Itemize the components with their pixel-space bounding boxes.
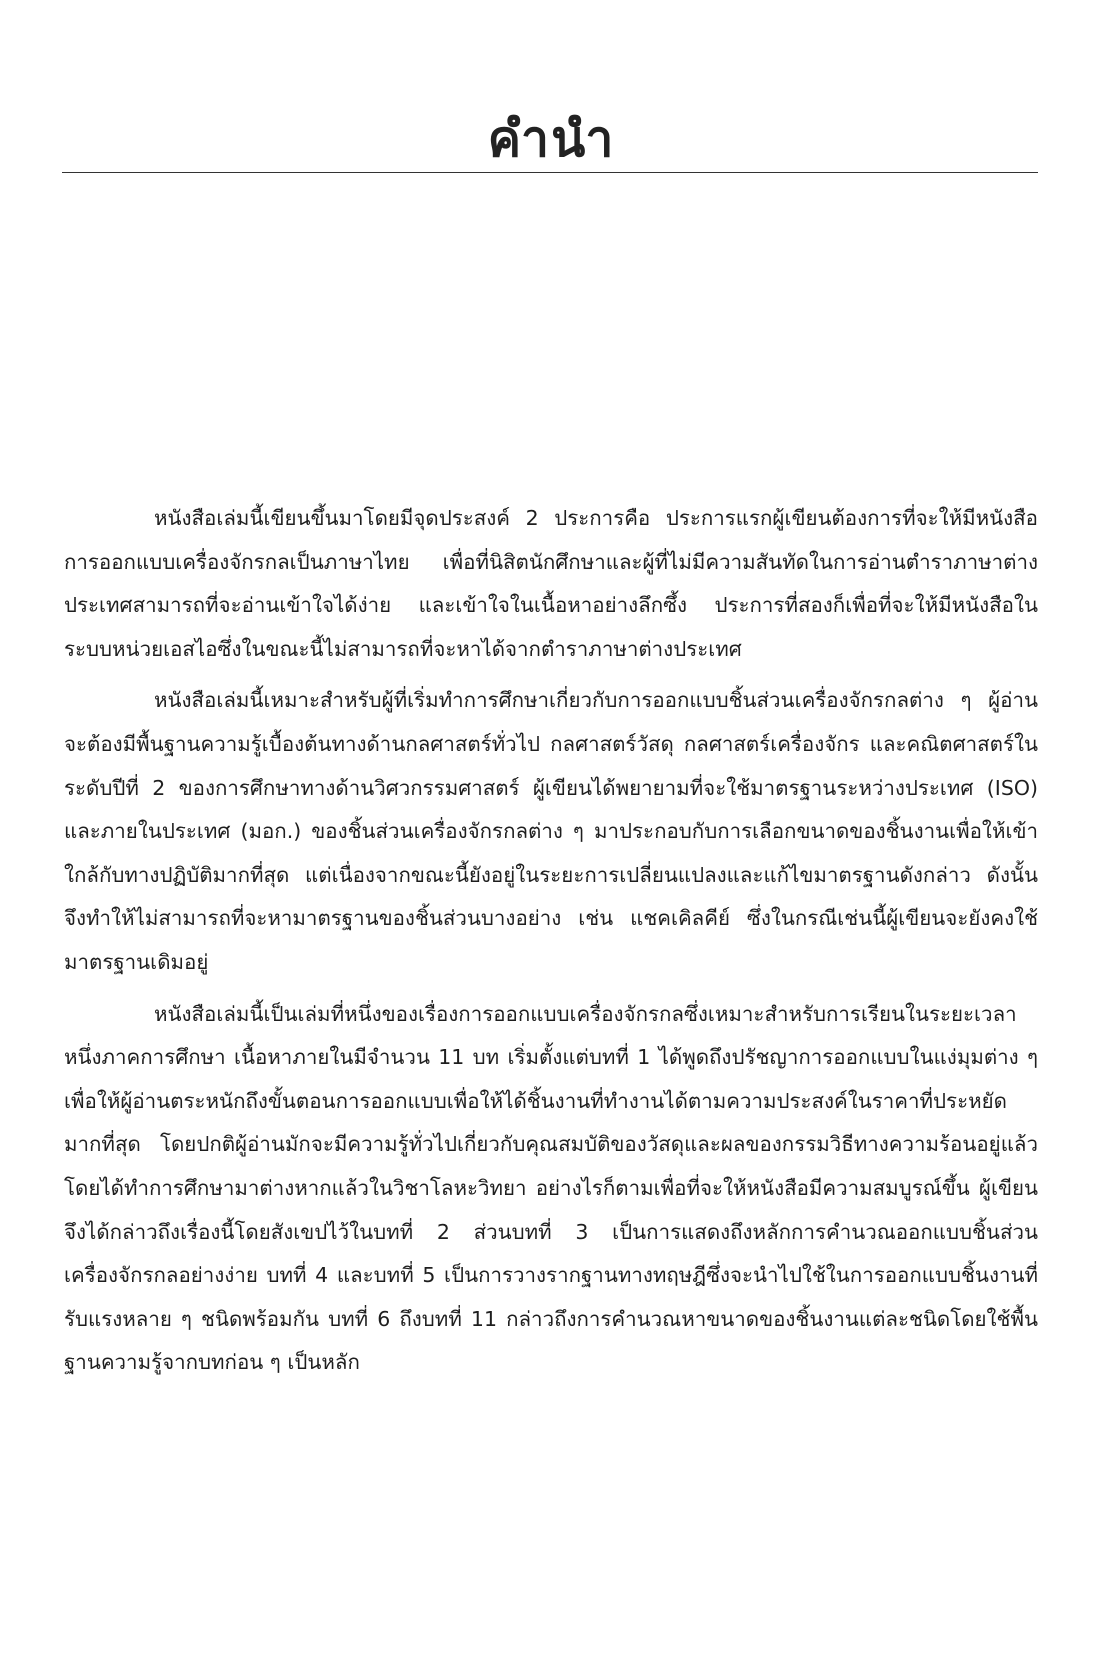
paragraph-1: หนังสือเล่มนี้เขียนขึ้นมาโดยมีจุดประสงค์ 2 ประการคือ ประการแรกผู้เขียนต้องการที่จะให้มีหนังสือการออกแบบเครื่องจักรกลเป็นภาษาไทย เพื่อที่นิสิตนักศึกษาและผู้ที่ไม่มีความสันทัดในการอ่านตำราภาษาต่างประเทศสามารถที่จะอ่านเข้าใจได้ง่าย และเข้าใจในเนื้อหาอย่างลึกซึ้ง ประการที่สองก็เพื่อที่จะให้มีหนังสือในระบบหน่วยเอสไอซึ่งในขณะนี้ไม่สามารถที่จะหาได้จากตำราภาษาต่างประเทศ: [64, 506, 1038, 661]
page-title: คำนำ: [487, 110, 616, 168]
paragraph-2: หนังสือเล่มนี้เหมาะสำหรับผู้ที่เริ่มทำการศึกษาเกี่ยวกับการออกแบบชิ้นส่วนเครื่องจักรกลต่าง ๆ ผู้อ่านจะต้องมีพื้นฐานความรู้เบื้องต้นทางด้านกลศาสตร์ทั่วไป กลศาสตร์วัสดุ กลศาสตร์เครื่องจักร และคณิตศาสตร์ในระดับปีที่ 2 ของการศึกษาทางด้านวิศวกรรมศาสตร์ ผู้เขียนได้พยายามที่จะใช้มาตรฐานระหว่างประเทศ (ISO) และภายในประเทศ (มอก.) ของชิ้นส่วนเครื่องจักรกลต่าง ๆ มาประกอบกับการเลือกขนาดของชิ้นงานเพื่อให้เข้าใกล้กับทางปฏิบัติมากที่สุด แต่เนื่องจากขณะนี้ยังอยู่ในระยะการเปลี่ยนแปลงและแก้ไขมาตรฐานดังกล่าว ดังนั้นจึงทำให้ไม่สามารถที่จะหามาตรฐานของชิ้นส่วนบางอย่าง เช่น แชคเคิลคีย์ ซึ่งในกรณีเช่นนี้ผู้เขียนจะยังคงใช้มาตรฐานเดิมอยู่: [64, 688, 1038, 974]
preface-body: [64, 497, 1038, 1393]
paragraph-3: หนังสือเล่มนี้เป็นเล่มที่หนึ่งของเรื่องการออกแบบเครื่องจักรกลซึ่งเหมาะสำหรับการเรียนในระยะเวลาหนึ่งภาคการศึกษา เนื้อหาภายในมีจำนวน 11 บท เริ่มตั้งแต่บทที่ 1 ได้พูดถึงปรัชญาการออกแบบในแง่มุมต่าง ๆ เพื่อให้ผู้อ่านตระหนักถึงขั้นตอนการออกแบบเพื่อให้ได้ชิ้นงานที่ทำงานได้ตามความประสงค์ในราคาที่ประหยัดมากที่สุด โดยปกติผู้อ่านมักจะมีความรู้ทั่วไปเกี่ยวกับคุณสมบัติของวัสดุและผลของกรรมวิธีทางความร้อนอยู่แล้ว โดยได้ทำการศึกษามาต่างหากแล้วในวิชาโลหะวิทยา อย่างไรก็ตามเพื่อที่จะให้หนังสือมีความสมบูรณ์ขึ้น ผู้เขียนจึงได้กล่าวถึงเรื่องนี้โดยสังเขปไว้ในบทที่ 2 ส่วนบทที่ 3 เป็นการแสดงถึงหลักการคำนวณออกแบบชิ้นส่วนเครื่องจักรกลอย่างง่าย บทที่ 4 และบทที่ 5 เป็นการวางรากฐานทางทฤษฎีซึ่งจะนำไปใช้ในการออกแบบชิ้นงานที่รับแรงหลาย ๆ ชนิดพร้อมกัน บทที่ 6 ถึงบทที่ 11 กล่าวถึงการคำนวณหาขนาดของชิ้นงานแต่ละชนิดโดยใช้พื้นฐานความรู้จากบทก่อน ๆ เป็นหลัก: [64, 1001, 1038, 1375]
title-underline: [62, 172, 1038, 173]
